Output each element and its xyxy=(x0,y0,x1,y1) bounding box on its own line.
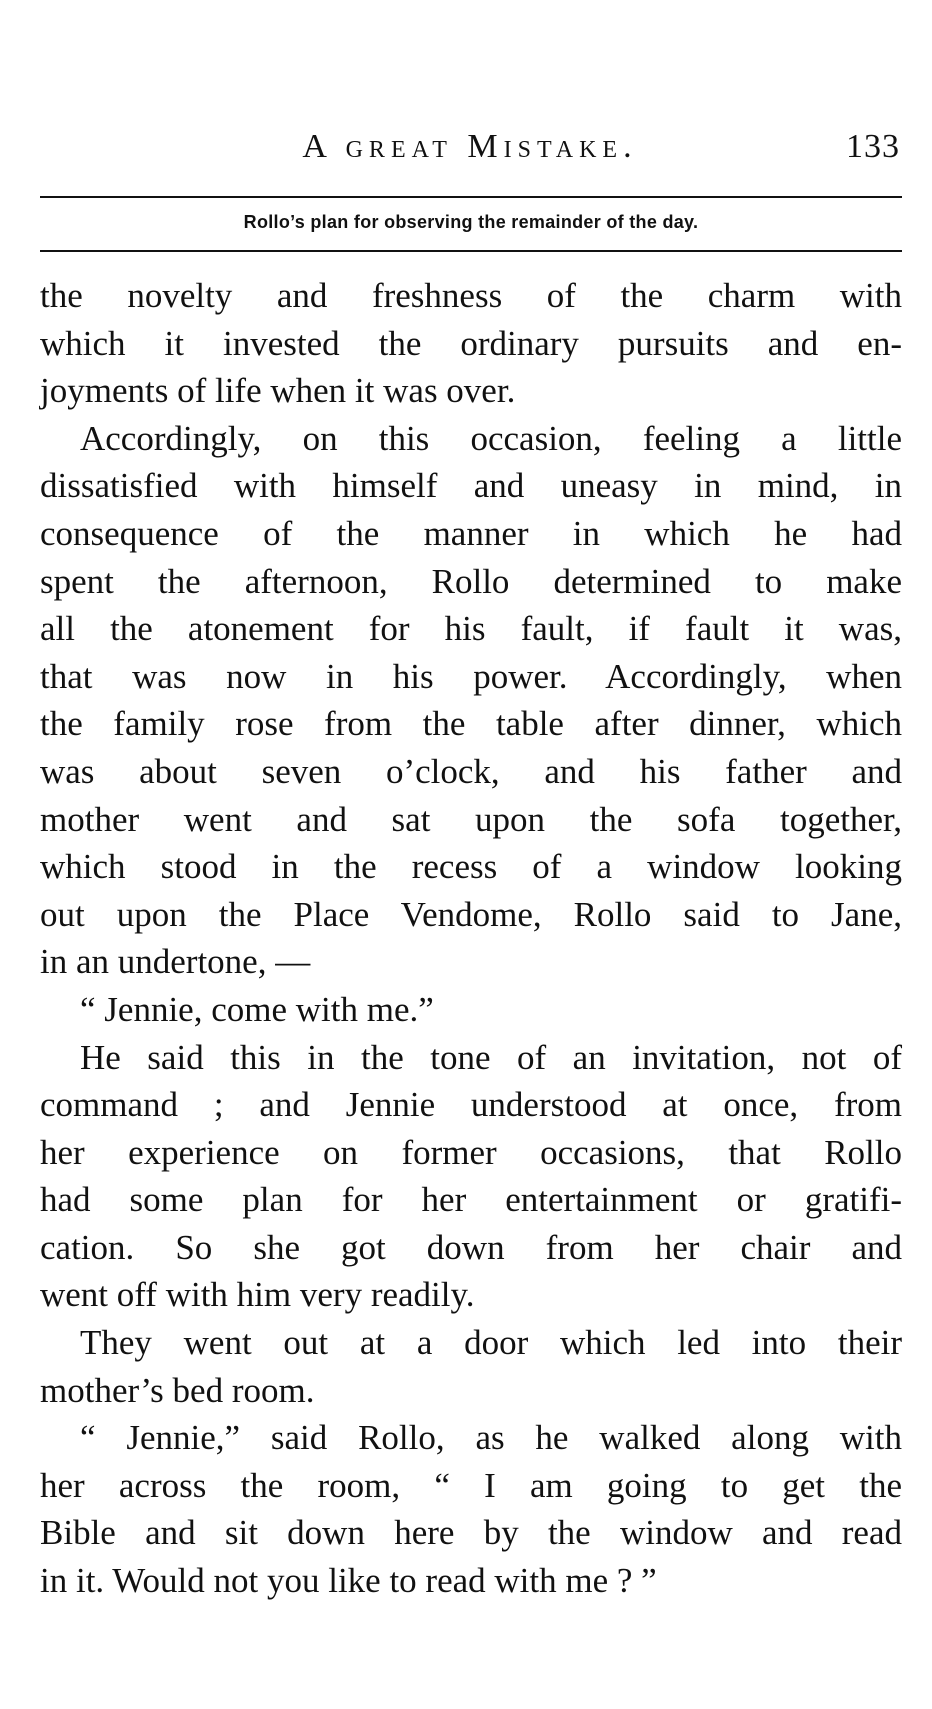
text-line: mother’s bed room. xyxy=(40,1370,315,1410)
running-head xyxy=(40,128,900,178)
text-line: her experience on former occasions, that Rollo xyxy=(40,1132,902,1172)
text-line: joyments of life when it was over. xyxy=(40,371,516,411)
text-line: consequence of the manner in which he had xyxy=(40,513,902,553)
text-line: went off with him very readily. xyxy=(40,1275,475,1315)
page-caption: Rollo’s plan for observing the remainder of the day. xyxy=(243,212,699,232)
text-line: in an undertone, — xyxy=(40,942,311,982)
text-line: mother went and sat upon the sofa together, xyxy=(40,799,902,839)
text-line: “ Jennie, come with me.” xyxy=(80,989,434,1029)
text-line: spent the afternoon, Rollo determined to make xyxy=(40,561,902,601)
text-line: dissatisfied with himself and uneasy in mind, in xyxy=(40,466,902,506)
text-line: in it. Would not you like to read with me ? ” xyxy=(40,1561,657,1601)
text-line: which stood in the recess of a window looking xyxy=(40,847,902,887)
page-number: 133 xyxy=(846,128,900,165)
text-line: that was now in his power. Accordingly, when xyxy=(40,656,902,696)
running-title: A great Mistake. xyxy=(302,128,638,165)
text-line: Bible and sit down here by the window and read xyxy=(40,1513,902,1553)
text-line: was about seven o’clock, and his father and xyxy=(40,751,902,791)
header-rule-top xyxy=(40,196,902,198)
text-line: out upon the Place Vendome, Rollo said to Jane, xyxy=(40,894,902,934)
text-line: They went out at a door which led into their xyxy=(80,1323,902,1363)
text-line: Accordingly, on this occasion, feeling a little xyxy=(80,418,902,458)
text-line: “ Jennie,” said Rollo, as he walked along with xyxy=(80,1418,902,1458)
text-line: her across the room, “ I am going to get the xyxy=(40,1465,902,1505)
text-line: He said this in the tone of an invitation, not of xyxy=(80,1037,902,1077)
text-line: cation. So she got down from her chair and xyxy=(40,1227,902,1267)
header-rule-bottom xyxy=(40,250,902,252)
text-line: all the atonement for his fault, if fault it was, xyxy=(40,609,902,649)
text-line: which it invested the ordinary pursuits and en- xyxy=(40,323,902,363)
text-line: command ; and Jennie understood at once, from xyxy=(40,1085,902,1125)
body-text xyxy=(40,272,902,1605)
text-line: the novelty and freshness of the charm with xyxy=(40,276,902,315)
text-line: had some plan for her entertainment or gratifi- xyxy=(40,1180,902,1220)
text-line: the family rose from the table after dinner, which xyxy=(40,704,902,744)
